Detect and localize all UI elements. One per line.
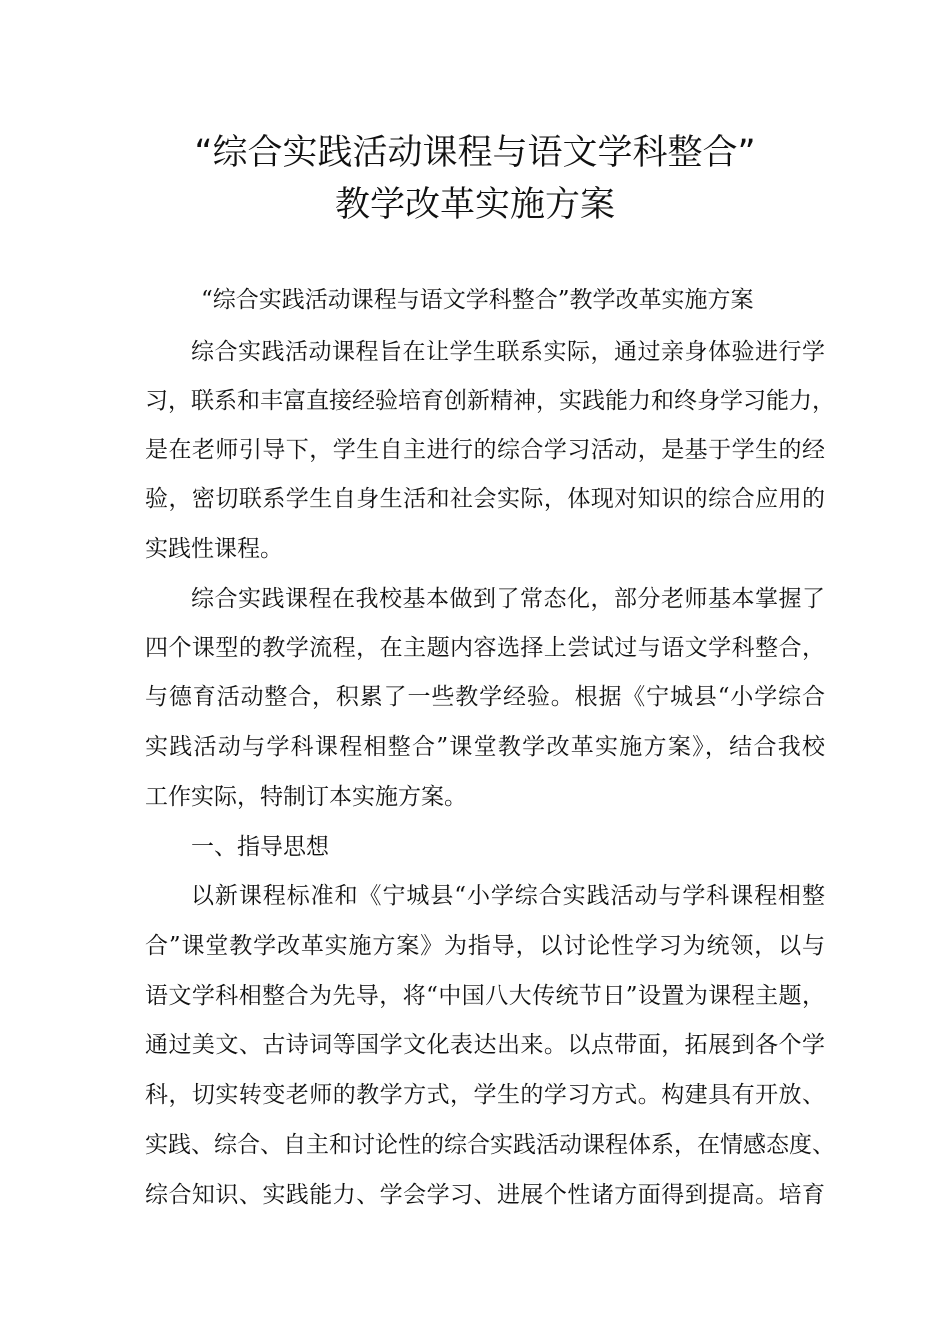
paragraph-line: 与德育活动整合，积累了一些教学经验。根据《宁城县“小学综合: [145, 684, 825, 710]
paragraph-line: 四个课型的教学流程，在主题内容选择上尝试过与语文学科整合，: [145, 635, 825, 661]
paragraph-line: 科，切实转变老师的教学方式，学生的学习方式。构建具有开放、: [145, 1082, 825, 1108]
paragraph-line: 以新课程标准和《宁城县“小学综合实践活动与学科课程相整: [191, 883, 825, 909]
document-subtitle: “综合实践活动课程与语文学科整合”教学改革实施方案: [201, 287, 754, 313]
paragraph-line: 实践活动与学科课程相整合”课堂教学改革实施方案》，结合我校: [145, 734, 825, 760]
paragraph-line: 通过美文、古诗词等国学文化表达出来。以点带面，拓展到各个学: [145, 1032, 825, 1058]
paragraph-line: 合”课堂教学改革实施方案》为指导，以讨论性学习为统领，以与: [145, 933, 825, 959]
paragraph-line: 实践、综合、自主和讨论性的综合实践活动课程体系，在情感态度、: [145, 1132, 835, 1158]
paragraph-line: 工作实际，特制订本实施方案。: [145, 784, 467, 810]
paragraph-line: 综合实践活动课程旨在让学生联系实际，通过亲身体验进行学: [191, 339, 825, 365]
paragraph-line: 验，密切联系学生自身生活和社会实际，体现对知识的综合应用的: [145, 486, 825, 512]
paragraph-line: 语文学科相整合为先导，将“中国八大传统节日”设置为课程主题，: [145, 983, 825, 1009]
paragraph-line: 实践性课程。: [145, 536, 283, 562]
paragraph-line: 综合知识、实践能力、学会学习、进展个性诸方面得到提高。培育: [145, 1182, 825, 1208]
document-title-line-2: 教学改革实施方案: [334, 185, 615, 225]
paragraph-line: 综合实践课程在我校基本做到了常态化，部分老师基本掌握了: [191, 586, 825, 612]
paragraph-line: 是在老师引导下，学生自主进行的综合学习活动，是基于学生的经: [145, 437, 825, 463]
document-title-line-1: “综合实践活动课程与语文学科整合”: [194, 133, 756, 173]
paragraph-line: 习，联系和丰富直接经验培育创新精神，实践能力和终身学习能力，: [145, 388, 835, 414]
section-heading: 一、指导思想: [191, 834, 329, 860]
